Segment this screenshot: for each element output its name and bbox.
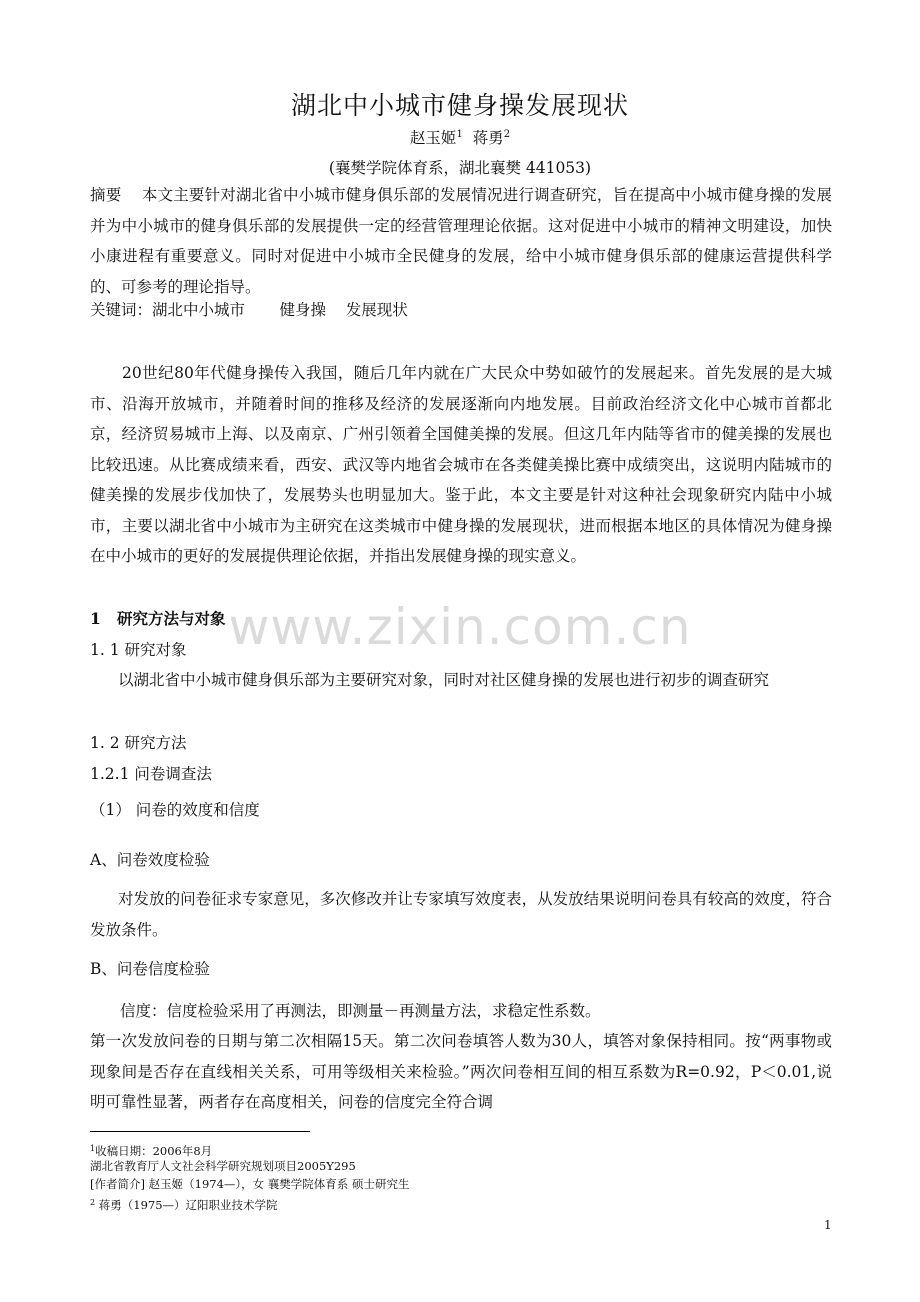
keyword-3: 发展现状 bbox=[345, 301, 408, 319]
keyword-2: 健身操 bbox=[279, 301, 327, 319]
paper-title: 湖北中小城市健身操发展现状 bbox=[290, 91, 629, 120]
author-line bbox=[0, 126, 920, 148]
abstract bbox=[90, 180, 832, 302]
intro-paragraph: 20世纪80年代健身操传入我国，随后几年内就在广大民众中势如破竹的发展起来。首先发展的是大城市、沿海开放城市，并随着时间的推移及经济的发展逐渐向内地发展。目前政治经济文化中心城市首都北京，经济贸易城市上海、以及南京、广州引领着全国健美操的发展。但这几年内陆等省市的健美操的发展也比较迅速。从比赛成绩来看，西安、武汉等内地省会城市在各类健美操比赛中成绩突出，这说明内陆城市的健美操的发展步伐加快了，发展势头也明显加大。鉴于此，本文主要是针对这种社会现象研究内陆中小城市，主要以湖北省中小城市为主研究在这类城市中健身操的发展现状，进而根据本地区的具体情况为健身操在中小城市的更好的发展提供理论依据，并指出发展健身操的现实意义。 bbox=[90, 364, 832, 565]
footnote-1-marker: 1 bbox=[90, 1144, 96, 1153]
author-2: 蒋勇 bbox=[472, 129, 504, 147]
author-2-marker: 2 bbox=[503, 129, 511, 140]
keyword-1: 湖北中小城市 bbox=[152, 301, 246, 319]
validity-text: 对发放的问卷征求专家意见，多次修改并让专家填写效度表，从发放结果说明问卷具有较高的效度，符合发放条件。 bbox=[90, 890, 832, 939]
footnote-author-2 bbox=[90, 1194, 278, 1214]
subsection-1-2-1-heading: 1.2.1 问卷调查法 bbox=[90, 765, 212, 783]
section-1-number: 1 bbox=[90, 609, 101, 628]
section-1-title: 研究方法与对象 bbox=[117, 609, 226, 628]
subsection-1-2-heading: 1. 2 研究方法 bbox=[90, 734, 187, 752]
footnote-received bbox=[90, 1140, 212, 1160]
validity-heading: A、问卷效度检验 bbox=[90, 851, 210, 869]
page-number: 1 bbox=[824, 1218, 832, 1232]
footnote-project: 湖北省教育厅人文社会科学研究规划项目2005Y295 bbox=[90, 1159, 356, 1173]
footnote-1-text: 收稿日期：2006年8月 bbox=[95, 1144, 213, 1158]
keywords-label: 关键词： bbox=[90, 301, 153, 319]
affiliation: (襄樊学院体育系，湖北襄樊 441053) bbox=[328, 159, 592, 177]
keywords bbox=[90, 295, 408, 325]
subsection-1-1-heading: 1. 1 研究对象 bbox=[90, 641, 187, 659]
item-1-heading: （1） 问卷的效度和信度 bbox=[90, 801, 260, 819]
footnote-author-intro: [作者简介] 赵玉姬（1974—），女 襄樊学院体育系 硕士研究生 bbox=[90, 1177, 410, 1191]
reliability-line-1: 信度：信度检验采用了再测法，即测量－再测量方法，求稳定性系数。 bbox=[120, 1002, 601, 1020]
author-1-marker: 1 bbox=[456, 129, 463, 140]
footnote-2-marker: 2 bbox=[90, 1198, 96, 1207]
footnote-2-text: 蒋勇（1975—）辽阳职业技术学院 bbox=[95, 1198, 278, 1212]
author-1: 赵玉姬 bbox=[409, 129, 457, 147]
watermark: www.zixin.com.cn bbox=[228, 598, 692, 656]
reliability-heading: B、问卷信度检验 bbox=[90, 960, 210, 978]
reliability-text: 第一次发放问卷的日期与第二次相隔15天。第二次问卷填答人数为30人，填答对象保持相同。按“两事物或现象间是否存在直线相关关系，可用等级相关来检验。”两次问卷相互间的相互系数为R=0.92，P＜0.01,说明可靠性显著，两者存在高度相关，问卷的信度完全符合调 bbox=[90, 1032, 832, 1111]
subsection-1-1-text: 以湖北省中小城市健身俱乐部为主要研究对象，同时对社区健身操的发展也进行初步的调查研究 bbox=[118, 671, 770, 689]
footnote-rule bbox=[90, 1131, 310, 1132]
section-1-heading bbox=[90, 604, 226, 634]
abstract-label: 摘要 bbox=[90, 186, 122, 204]
abstract-text: 本文主要针对湖北省中小城市健身俱乐部的发展情况进行调查研究，旨在提高中小城市健身操的发展并为中小城市的健身俱乐部的发展提供一定的经营管理理论依据。这对促进中小城市的精神文明建设，加快小康进程有重要意义。同时对促进中小城市全民健身的发展，给中小城市健身俱乐部的健康运营提供科学的、可参考的理论指导。 bbox=[90, 186, 832, 296]
